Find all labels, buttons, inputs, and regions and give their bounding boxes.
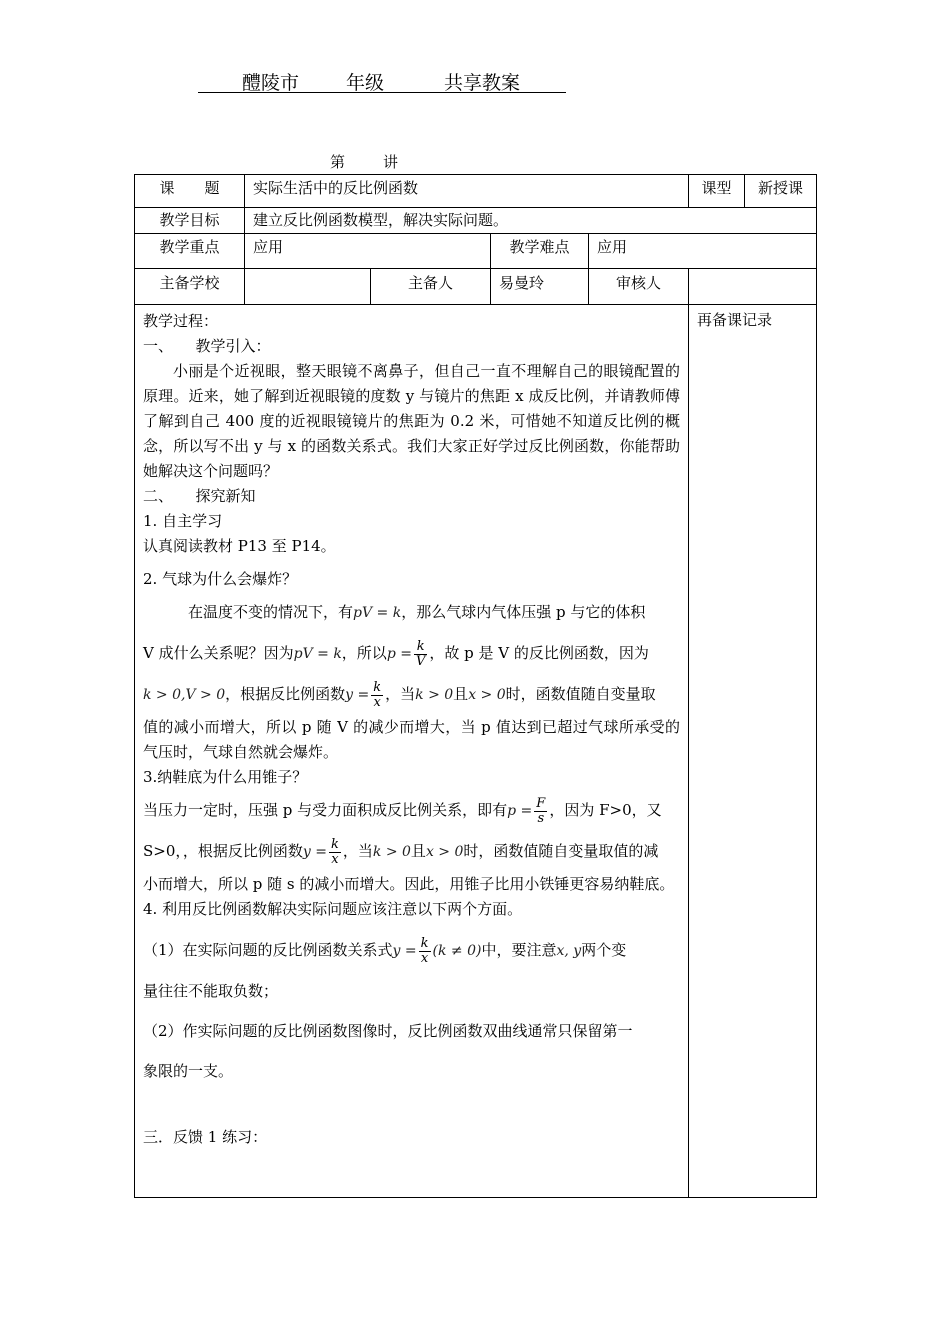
difficulty-value: 应用 [589, 234, 817, 269]
header-grade: 年级 [346, 72, 385, 94]
balloon-line-2: V 成什么关系呢？因为pV = k，所以p = $\frac{k}{V}$ ，故 p 是 V 的反比例函数，因为 [143, 638, 649, 669]
section-explore-heading: 二、 探究新知 [143, 487, 256, 505]
lesson-type-label: 课型 [689, 175, 745, 208]
section-intro-heading: 一、 教学引入： [143, 337, 271, 355]
awl-line-1: 当压力一定时，压强 p 与受力面积成反比例关系，即有p = $\frac{F}{s}$ ，因为 F>0，又 [143, 795, 662, 826]
notes-heading: 4. 利用反比例函数解决实际问题应该注意以下两个方面。 [143, 900, 523, 918]
balloon-line-3: k > 0,V > 0，根据反比例函数y = $\frac{k}{x}$ ，当k > 0且x > 0时，函数值随自变量取 [143, 679, 656, 710]
fraction-F-over-s: $\frac{F}{s}$ [536, 795, 546, 826]
fraction-k-over-V: $\frac{k}{V}$ [415, 638, 426, 669]
header-title: 共享教案 [444, 72, 521, 94]
lecture-di: 第 [330, 153, 346, 171]
school-label: 主备学校 [135, 269, 245, 305]
topic-value: 实际生活中的反比例函数 [245, 175, 689, 208]
note-2-line-2: 象限的一支。 [143, 1062, 234, 1080]
note-1-line-1: （1）在实际问题的反比例函数关系式y = $\frac{k}{x}$ (k ≠ 0)中，要注意x, y两个变 [143, 935, 627, 966]
goal-label: 教学目标 [135, 208, 245, 234]
difficulty-label: 教学难点 [491, 234, 589, 269]
school-value [245, 269, 371, 305]
awl-heading: 3.纳鞋底为什么用锥子？ [143, 768, 308, 786]
author-value: 易曼玲 [491, 269, 589, 305]
re-preparation-notes-label: 再备课记录 [697, 311, 773, 329]
balloon-conclusion: 值的减小而增大，所以 p 随 V 的减少而增大，当 p 值达到已超过气球所承受的气压时，气球自然就会爆炸。 [143, 718, 681, 761]
balloon-line-1: 在温度不变的情况下，有pV = k，那么气球内气体压强 p 与它的体积 [188, 603, 646, 621]
awl-conclusion: 小而增大，所以 p 随 s 的减小而增大。因此，用锥子比用小铁锤更容易纳鞋底。 [143, 875, 675, 893]
note-2-line-1: （2）作实际问题的反比例函数图像时，反比例函数双曲线通常只保留第一 [143, 1022, 633, 1040]
document-header [198, 68, 566, 93]
lesson-type-value: 新授课 [745, 175, 817, 208]
process-heading: 教学过程： [143, 312, 219, 330]
author-label: 主备人 [371, 269, 491, 305]
reviewer-value [689, 269, 817, 305]
formula-pv-k: pV = k [353, 605, 402, 621]
key-point-label: 教学重点 [135, 234, 245, 269]
lesson-plan-table [134, 174, 817, 1198]
note-1-line-2: 量往往不能取负数； [143, 982, 279, 1000]
goal-value: 建立反比例函数模型，解决实际问题。 [245, 208, 817, 234]
self-study-text: 认真阅读教材 P13 至 P14。 [143, 537, 336, 555]
teaching-process-cell [135, 305, 689, 1198]
re-preparation-notes-cell [689, 305, 817, 1198]
balloon-heading: 2. 气球为什么会爆炸？ [143, 570, 298, 588]
feedback-heading: 三．反馈 1 练习： [143, 1128, 268, 1146]
key-point-value: 应用 [245, 234, 491, 269]
topic-label: 课 题 [135, 175, 245, 208]
self-study-heading: 1. 自主学习 [143, 512, 223, 530]
awl-line-2: S>0，，根据反比例函数y = $\frac{k}{x}$ ，当k > 0且x > 0时，函数值随自变量取值的减 [143, 836, 659, 867]
fraction-k-over-x: $\frac{k}{x}$ [373, 679, 382, 710]
lecture-jiang: 讲 [383, 153, 399, 171]
intro-paragraph: 小丽是个近视眼，整天眼镜不离鼻子，但自己一直不理解自己的眼镜配置的原理。近来，她了解到近视眼镜的度数 y 与镜片的焦距 x 成反比例，并请教师傅了解到自己 400 度的近视眼镜镜片的焦距为 0.2 米，可惜她不知道反比例的概念，所以写不出 y 与 x 的函数关系式。我们大家正好学过反比例函数，你能帮助她解决这个问题吗？ [143, 362, 681, 480]
header-city: 醴陵市 [242, 72, 300, 94]
reviewer-label: 审核人 [589, 269, 689, 305]
